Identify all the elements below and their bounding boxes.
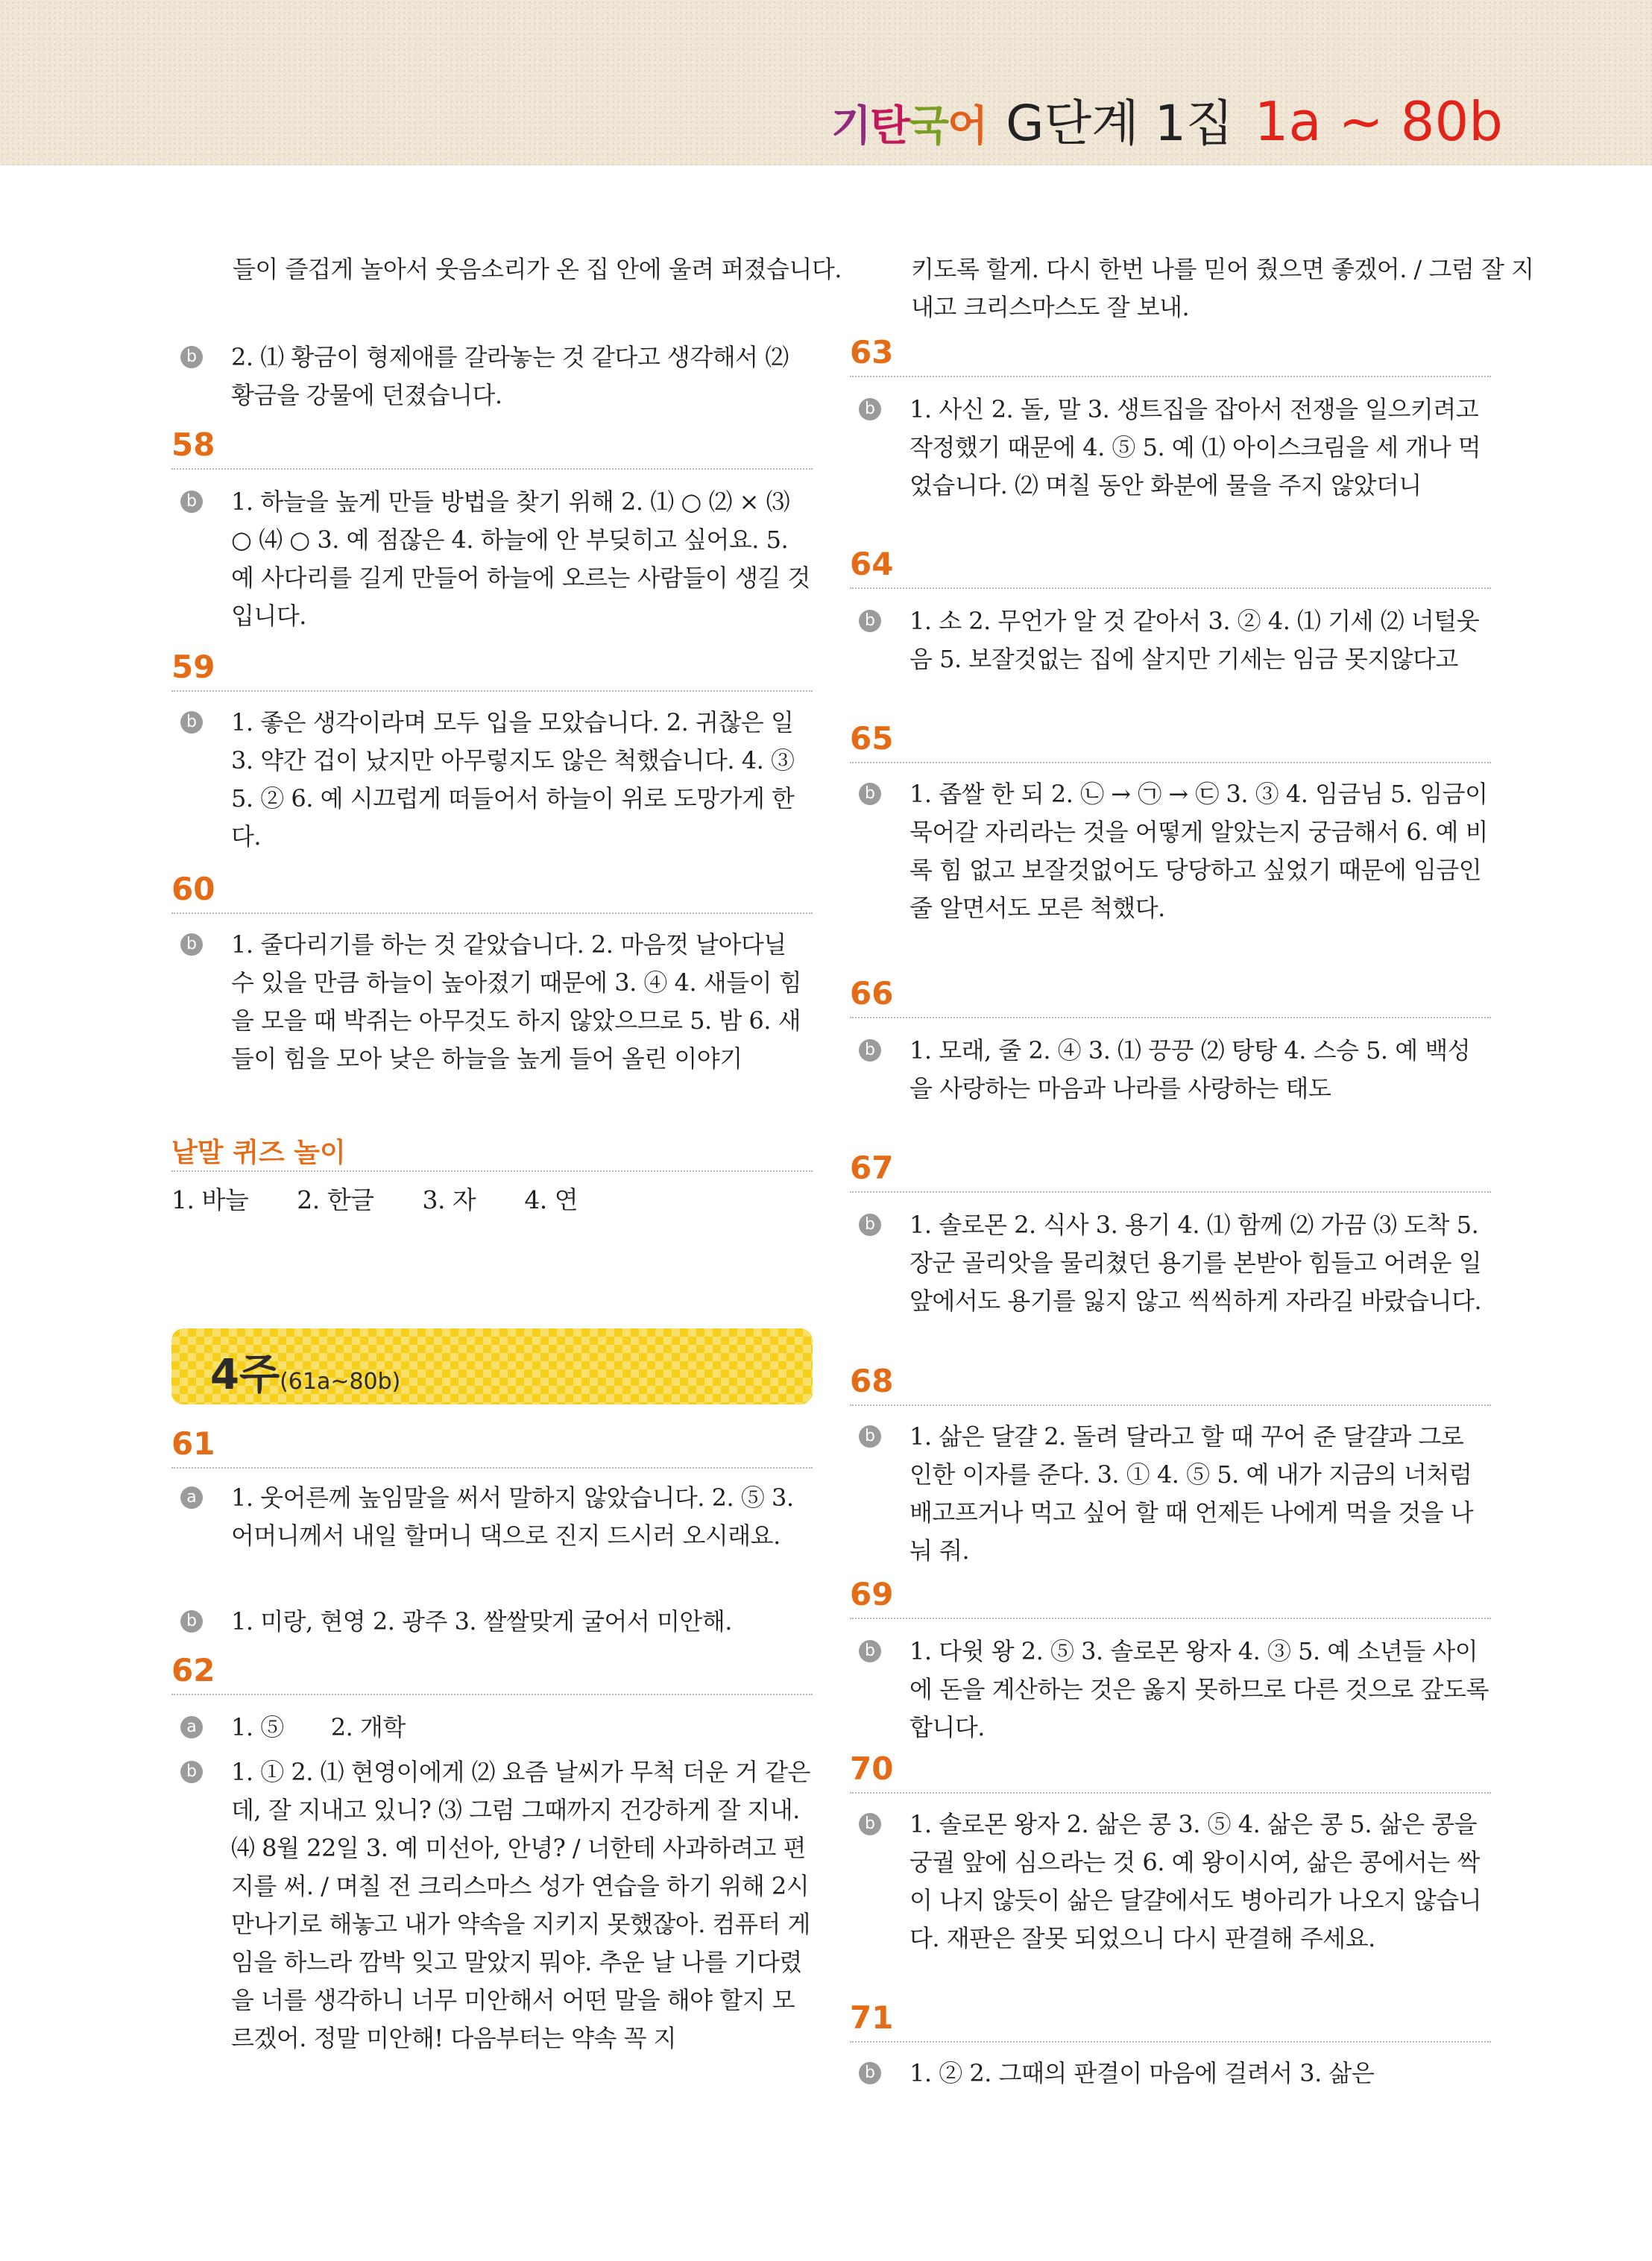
marker-b: b — [180, 933, 203, 956]
answer-text: 1. 하늘을 높게 만들 방법을 찾기 위해 2. ⑴ ○ ⑵ × ⑶ ○ ⑷ ○ 3. 예 점잖은 4. 하늘에 안 부딪히고 싶어요. 5. 예 사다리를 길게 만들어 하늘에 오르는 사람들이 생길 것입니다. — [231, 488, 810, 630]
marker-b: b — [180, 491, 203, 513]
section-heading-67: 67 — [850, 1150, 894, 1186]
answer-text: 1. 좋은 생각이라며 모두 입을 모았습니다. 2. 귀찮은 일 3. 약간 겁이 났지만 아무렇지도 않은 척했습니다. 4. ③ 5. ② 6. 예 시끄럽게 떠들어서 하늘이 위로 도망가게 한다. — [231, 708, 795, 851]
heading-divider — [850, 2041, 1491, 2043]
heading-divider — [171, 1694, 813, 1695]
answer-text: 2. ⑴ 황금이 형제애를 갈라놓는 것 같다고 생각해서 ⑵ 황금을 강물에 던졌습니다. — [231, 343, 789, 409]
heading-divider — [850, 1618, 1491, 1619]
quiz-answers: 1. 바늘 2. 한글 3. 자 4. 연 — [171, 1185, 578, 1214]
answer-text: 1. 솔로몬 왕자 2. 삶은 콩 3. ⑤ 4. 삶은 콩 5. 삶은 콩을 궁궐 앞에 심으라는 것 6. 예 왕이시여, 삶은 콩에서는 싹이 나지 않듯이 삶은 달걀에서도 병아리가 나오지 않습니다. 재판은 잘못 되었으니 다시 판결해 주세요. — [909, 1810, 1482, 1952]
marker-b: b — [859, 1214, 881, 1236]
section-heading-71: 71 — [850, 1999, 894, 2036]
answer-entry-a — [171, 1479, 813, 1555]
page-header — [0, 0, 1652, 165]
marker-b: b — [859, 610, 881, 632]
answer-entry-b — [850, 1418, 1491, 1570]
answer-text: 1. 줄다리기를 하는 것 같았습니다. 2. 마음껏 날아다닐 수 있을 만큼 하늘이 높아졌기 때문에 3. ④ 4. 새들이 힘을 모을 때 박쥐는 아무것도 하지 않았으므로 5. 밤 6. 새들이 힘을 모아 낮은 하늘을 높게 들어 올린 이야기 — [231, 930, 802, 1073]
marker-b: b — [859, 2062, 881, 2084]
section-heading-70: 70 — [850, 1750, 894, 1787]
answer-text: 1. 삶은 달걀 2. 돌려 달라고 할 때 꾸어 준 달걀과 그로 인한 이자를 준다. 3. ① 4. ⑤ 5. 예 내가 지금의 너처럼 배고프거나 먹고 싶어 할 때 언제든 나에게 먹을 것을 나눠 줘. — [909, 1422, 1474, 1565]
continued-answer: 키도록 할게. 다시 한번 나를 믿어 줬으면 좋겠어. / 그럼 잘 지내고 크리스마스도 잘 보내. — [911, 255, 1534, 321]
section-heading-66: 66 — [850, 975, 894, 1012]
heading-divider — [850, 762, 1491, 763]
answer-text: 1. 모래, 줄 2. ④ 3. ⑴ 끙끙 ⑵ 탕탕 4. 스승 5. 예 백성을 사랑하는 마음과 나라를 사랑하는 태도 — [909, 1036, 1471, 1103]
answer-entry-a — [171, 1709, 813, 1747]
heading-divider — [171, 690, 813, 692]
section-heading-68: 68 — [850, 1363, 894, 1399]
quiz-title: 낱말 퀴즈 놀이 — [171, 1138, 346, 1168]
heading-divider — [850, 1404, 1491, 1406]
answer-entry-b — [850, 602, 1491, 678]
answer-entry-b — [850, 1806, 1491, 1958]
heading-divider — [171, 1467, 813, 1469]
answer-entry-b — [171, 926, 813, 1078]
marker-b: b — [180, 1610, 203, 1633]
answer-text: 1. 웃어른께 높임말을 써서 말하지 않았습니다. 2. ⑤ 3. 어머니께서 내일 할머니 댁으로 진지 드시러 오시래요. — [231, 1483, 794, 1550]
marker-b: b — [180, 711, 203, 734]
week-banner — [171, 1328, 813, 1404]
book-range: 1a ~ 80b — [1254, 90, 1503, 153]
answer-text: 1. 미랑, 현영 2. 광주 3. 쌀쌀맞게 굴어서 미안해. — [231, 1607, 732, 1636]
marker-b: b — [180, 346, 203, 368]
section-heading-69: 69 — [850, 1576, 894, 1612]
answer-text: 1. ⑤ 2. 개학 — [231, 1713, 406, 1741]
week-range: (61a~80b) — [280, 1369, 401, 1395]
answer-text: 1. ② 2. 그때의 판결이 마음에 걸려서 3. 삶은 — [909, 2059, 1375, 2087]
answer-entry-b — [850, 2055, 1491, 2093]
answer-entry-b — [850, 775, 1491, 927]
marker-b: b — [859, 783, 881, 805]
continued-answer: 들이 즐겁게 놀아서 웃음소리가 온 집 안에 울려 퍼졌습니다. — [233, 255, 842, 283]
answer-entry-b — [850, 1032, 1491, 1108]
heading-divider — [850, 1191, 1491, 1193]
answer-entry-b — [171, 1603, 813, 1641]
section-heading-60: 60 — [171, 871, 215, 907]
book-level: G단계 1집 — [1006, 95, 1234, 152]
heading-divider — [171, 468, 813, 470]
answer-entry-b — [850, 1206, 1491, 1320]
heading-divider — [850, 1017, 1491, 1018]
section-heading-62: 62 — [171, 1652, 215, 1688]
section-heading-61: 61 — [171, 1425, 215, 1462]
section-heading-58: 58 — [171, 426, 215, 463]
section-heading-59: 59 — [171, 649, 215, 685]
answer-entry-b — [171, 704, 813, 856]
heading-divider — [850, 376, 1491, 377]
marker-b: b — [859, 1039, 881, 1062]
answer-entry-b — [171, 338, 813, 414]
heading-divider — [850, 1792, 1491, 1794]
answer-text: 1. 좁쌀 한 되 2. ㉡ → ㉠ → ㉢ 3. ③ 4. 임금님 5. 임금이 묵어갈 자리라는 것을 어떻게 알았는지 궁금해서 6. 예 비록 힘 없고 보잘것없어도 당당하고 싶었기 때문에 임금인 줄 알면서도 모른 척했다. — [909, 780, 1488, 922]
heading-divider — [171, 1170, 813, 1172]
answer-text: 1. 솔로몬 2. 식사 3. 용기 4. ⑴ 함께 ⑵ 가끔 ⑶ 도착 5. 장군 골리앗을 물리쳤던 용기를 본받아 힘들고 어려운 일 앞에서도 용기를 잃지 않고 씩씩하게 자라길 바랐습니다. — [909, 1211, 1482, 1315]
marker-b: b — [859, 1640, 881, 1662]
marker-a: a — [180, 1716, 203, 1738]
section-heading-63: 63 — [850, 334, 894, 370]
book-title — [831, 83, 1503, 151]
answer-text: 1. 소 2. 무언가 알 것 같아서 3. ② 4. ⑴ 기세 ⑵ 너털웃음 5. 보잘것없는 집에 살지만 기세는 임금 못지않다고 — [909, 607, 1480, 673]
week-number: 4주 — [210, 1351, 280, 1399]
answer-text: 1. 다윗 왕 2. ⑤ 3. 솔로몬 왕자 4. ③ 5. 예 소년들 사이에 돈을 계산하는 것은 옳지 못하므로 다른 것으로 갚도록 합니다. — [909, 1637, 1489, 1741]
answer-text: 1. 사신 2. 돌, 말 3. 생트집을 잡아서 전쟁을 일으키려고 작정했기 때문에 4. ⑤ 5. 예 ⑴ 아이스크림을 세 개나 먹었습니다. ⑵ 며칠 동안 화분에 물을 주지 않았더니 — [909, 395, 1481, 499]
marker-a: a — [180, 1486, 203, 1509]
heading-divider — [850, 587, 1491, 589]
answer-entry-b — [171, 483, 813, 635]
section-heading-65: 65 — [850, 720, 894, 757]
section-heading-64: 64 — [850, 546, 894, 582]
answer-entry-b — [850, 391, 1491, 505]
brand-logo: 기탄국어 — [830, 102, 987, 151]
marker-b: b — [180, 1761, 203, 1783]
answer-entry-b — [171, 1753, 813, 2057]
answer-entry-b — [850, 1633, 1491, 1747]
answer-text: 1. ① 2. ⑴ 현영이에게 ⑵ 요즘 날씨가 무척 더운 거 같은데, 잘 지내고 있니? ⑶ 그럼 그때까지 건강하게 잘 지내. ⑷ 8월 22일 3. 예 미선아, 안녕? / 너한테 사과하려고 편지를 써. / 며칠 전 크리스마스 성가 연습을 하기 위해 2시 만나기로 해놓고 내가 약속을 지키지 못했잖아. 컴퓨터 게임을 하느라 깜박 잊고 말았지 뭐야. 추운 날 나를 기다렸을 너를 생각하니 너무 미안해서 어떤 말을 해야 할지 모르겠어. 정말 미안해! 다음부터는 약속 꼭 지 — [231, 1758, 810, 2052]
marker-b: b — [859, 398, 881, 420]
marker-b: b — [859, 1813, 881, 1835]
heading-divider — [171, 912, 813, 914]
marker-b: b — [859, 1425, 881, 1448]
